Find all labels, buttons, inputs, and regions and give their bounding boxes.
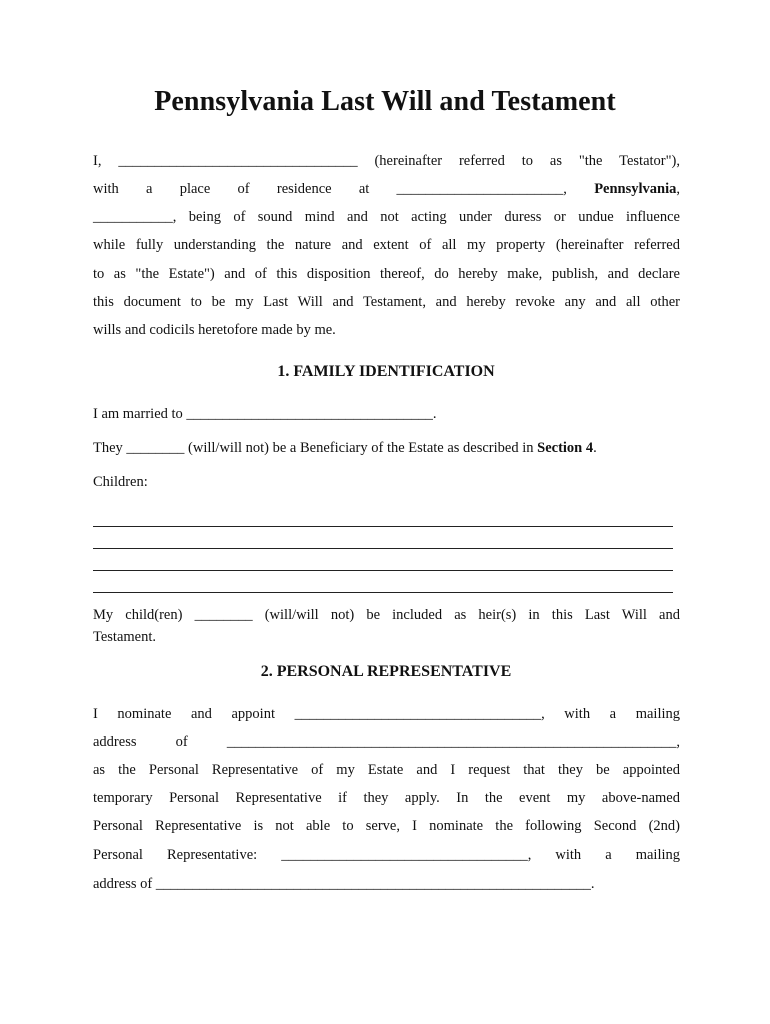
intro-line-2 [93,181,680,198]
intro-line-2-comma: , [676,181,680,197]
section-2-heading: 2. PERSONAL REPRESENTATIVE [260,663,512,680]
rep-line-5: Personal Representative is not able to serve, I nominate the following Second (2nd) [93,818,680,834]
children-blank-line [93,592,673,593]
intro-line-5: to as "the Estate") and of this disposition thereof, do hereby make, publish, and declare [93,266,680,282]
married-line: I am married to __________________________________. [93,406,437,422]
intro-line-3: ___________, being of sound mind and not acting under duress or undue influence [93,209,680,225]
children-label: Children: [93,474,148,490]
children-blank-line [93,526,673,527]
rep-line-7: address of ____________________________________________________________. [93,876,595,892]
children-blank-line [93,570,673,571]
rep-line-2: address of ______________________________________________________________, [93,734,680,750]
intro-line-2-text: with a place of residence at _______________________, [93,181,567,197]
intro-line-7: wills and codicils heretofore made by me. [93,322,336,338]
rep-line-4: temporary Personal Representative if they apply. In the event my above-named [93,790,680,806]
state-name: Pennsylvania [594,181,677,197]
intro-line-6: this document to be my Last Will and Testament, and hereby revoke any and all other [93,294,680,310]
section-1-heading: 1. FAMILY IDENTIFICATION [277,363,495,380]
heirs-line-1: My child(ren) ________ (will/will not) be included as heir(s) in this Last Will and [93,607,680,623]
beneficiary-text: They ________ (will/will not) be a Beneficiary of the Estate as described in [93,440,534,456]
section-4-reference: Section 4 [537,440,594,456]
intro-line-1: I, _________________________________ (hereinafter referred to as "the Testator"), [93,153,680,169]
rep-line-3: as the Personal Representative of my Estate and I request that they be appointed [93,762,680,778]
rep-line-1: I nominate and appoint __________________________________, with a mailing [93,706,680,722]
rep-line-6: Personal Representative: __________________________________, with a mailing [93,847,680,863]
beneficiary-line [93,440,680,457]
heirs-line-2: Testament. [93,629,157,645]
children-blank-line [93,548,673,549]
intro-line-4: while fully understanding the nature and extent of all my property (hereinafter referred [93,237,680,253]
document-title: Pennsylvania Last Will and Testament [154,86,616,117]
beneficiary-period: . [593,440,597,456]
